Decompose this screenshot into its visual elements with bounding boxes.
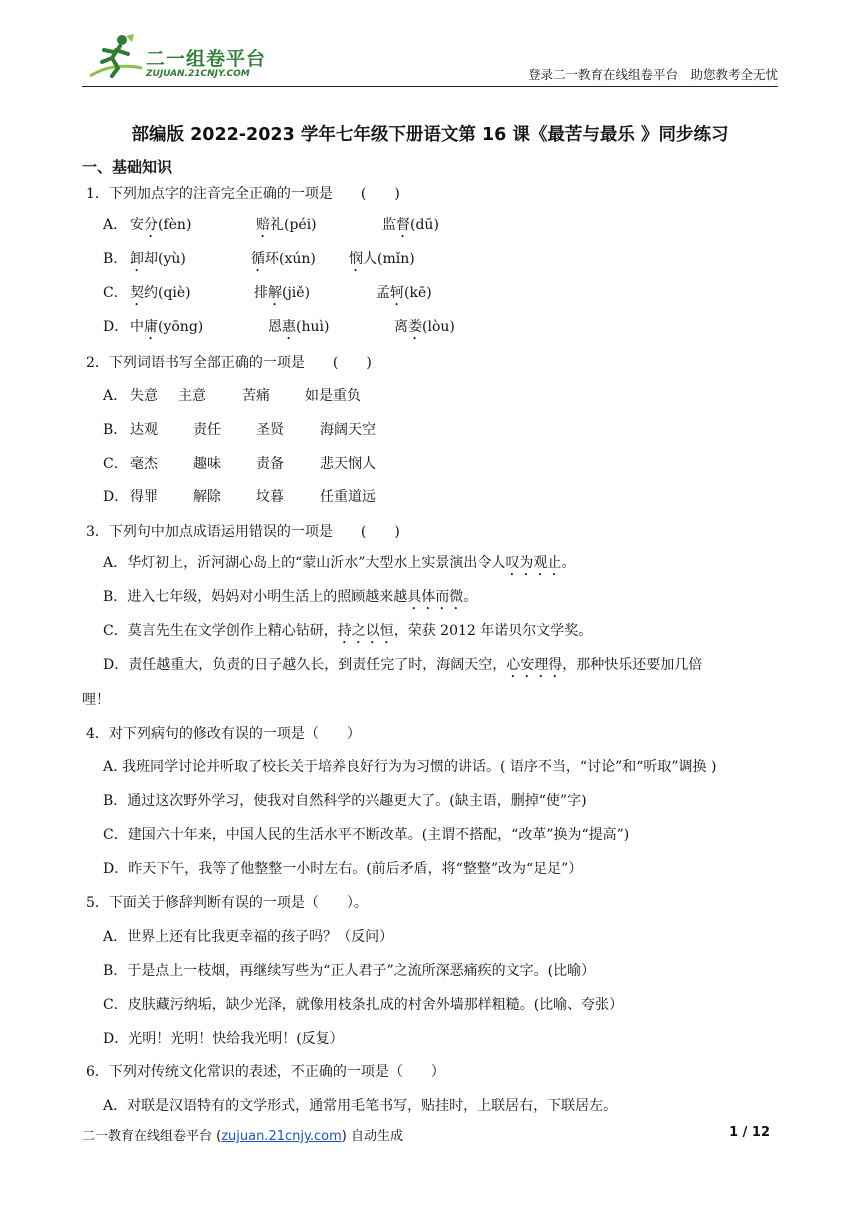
- header-slogan: 登录二一教育在线组卷平台 助您教考全无忧: [527, 67, 778, 82]
- question-1-stem: 1．下列加点字的注音完全正确的一项是 ( ): [86, 186, 400, 202]
- question-5-option-d: D．光明！光明！快给我光明！(反复）: [103, 1031, 344, 1047]
- question-5-option-b: B．于是点上一枝烟，再继续写些为“正人君子”之流所深恶痛疾的文字。(比喻）: [103, 963, 596, 979]
- question-4-option-c: C．建国六十年来，中国人民的生活水平不断改革。(主谓不搭配，“改革”换为“提高”): [103, 827, 630, 843]
- question-6-stem: 6．下列对传统文化常识的表述，不正确的一项是（ ）: [86, 1064, 445, 1080]
- question-3-option-c: C．莫言先生在文学创作上精心钻研，持之以恒，荣获 2012 年诺贝尔文学奖。: [103, 623, 593, 639]
- question-3-option-d: D．责任越重大，负责的日子越久长，到责任完了时，海阔天空，心安理得，那种快乐还要加几倍: [103, 657, 703, 673]
- question-3-option-a: A．华灯初上，沂河湖心岛上的“蒙山沂水”大型水上实景演出令人叹为观止。: [103, 555, 576, 571]
- header-divider: [82, 86, 778, 87]
- question-4-option-b: B．通过这次野外学习，使我对自然科学的兴趣更大了。(缺主语，删掉“使”字): [103, 793, 587, 809]
- page-header: [82, 32, 778, 87]
- runner-logo-icon: [82, 32, 144, 80]
- logo-title: 二一组卷平台: [146, 48, 267, 70]
- question-4-option-d: D．昨天下午，我等了他整整一小时左右。(前后矛盾，将“整整”改为“足足”）: [103, 861, 583, 877]
- question-3-stem: 3．下列句中加点成语运用错误的一项是 ( ): [86, 524, 400, 540]
- logo-subtitle: ZUJUAN.21CNJY.COM: [146, 69, 250, 79]
- question-5-stem: 5．下面关于修辞判断有误的一项是（ ）。: [86, 895, 368, 911]
- page-number: 1 / 12: [729, 1125, 770, 1140]
- logo: [82, 32, 272, 80]
- question-2-stem: 2．下列词语书写全部正确的一项是 ( ): [86, 355, 372, 371]
- footer-source: 二一教育在线组卷平台 (zujuan.21cnjy.com) 自动生成: [82, 1129, 403, 1144]
- question-4-stem: 4．对下列病句的修改有误的一项是（ ）: [86, 726, 361, 742]
- question-5-option-c: C．皮肤藏污纳垢，缺少光泽，就像用枝条扎成的村舍外墙那样粗糙。(比喻、夸张）: [103, 997, 624, 1013]
- section-heading: 一、基础知识: [82, 158, 173, 176]
- question-3-option-d-continued: 哩！: [82, 692, 110, 708]
- question-5-option-a: A．世界上还有比我更幸福的孩子吗？（反问）: [103, 929, 394, 945]
- question-3-option-b: B．进入七年级，妈妈对小明生活上的照顾越来越具体而微。: [103, 589, 478, 605]
- footer-link[interactable]: zujuan.21cnjy.com: [221, 1129, 342, 1144]
- question-4-option-a: A. 我班同学讨论并听取了校长关于培养良好行为为习惯的讲话。( 语序不当，“讨论”和“听取”调换 ): [103, 759, 717, 775]
- page-title: 部编版 2022-2023 学年七年级下册语文第 16 课《最苦与最乐 》同步练习: [131, 125, 729, 145]
- question-6-option-a: A．对联是汉语特有的文学形式，通常用毛笔书写，贴挂时，上联居右，下联居左。: [103, 1098, 618, 1114]
